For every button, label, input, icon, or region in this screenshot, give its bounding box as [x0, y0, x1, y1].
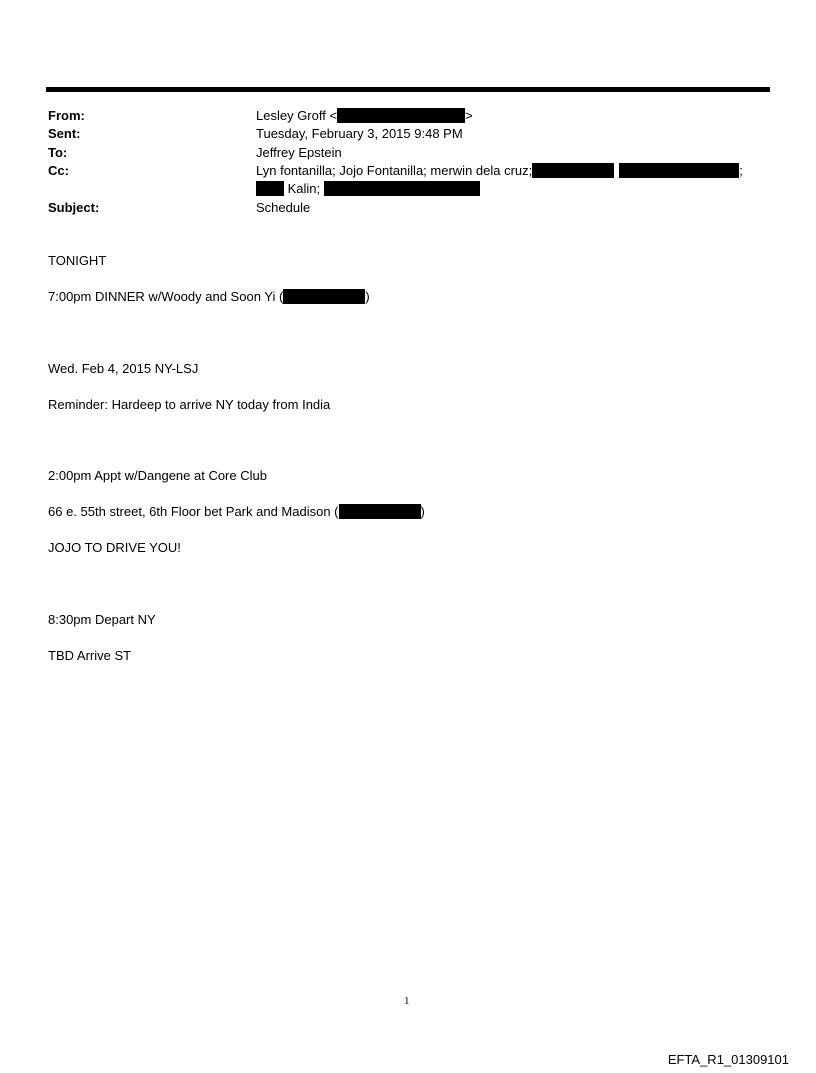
body-depart: 8:30pm Depart NY: [48, 612, 156, 627]
address-text: 66 e. 55th street, 6th Floor bet Park and Madison (: [48, 504, 339, 519]
cc-value-line1: [256, 162, 743, 180]
body-tonight: TONIGHT: [48, 253, 107, 268]
to-value: Jeffrey Epstein: [256, 145, 342, 160]
redaction-box: [283, 289, 365, 304]
from-name: Lesley Groff <: [256, 108, 338, 123]
cc-line1-end: ;: [739, 163, 743, 178]
dinner-text: 7:00pm DINNER w/Woody and Soon Yi (: [48, 289, 284, 304]
body-dinner: [48, 288, 370, 306]
from-label: From:: [48, 108, 85, 123]
sent-value: Tuesday, February 3, 2015 9:48 PM: [256, 126, 463, 141]
redaction-box: [532, 163, 614, 178]
body-reminder: Reminder: Hardeep to arrive NY today from India: [48, 397, 331, 412]
body-date: Wed. Feb 4, 2015 NY-LSJ: [48, 361, 199, 376]
redaction-box: [339, 504, 421, 519]
cc-value-line2: [256, 180, 480, 198]
subject-label: Subject:: [48, 200, 100, 215]
cc-names: Lyn fontanilla; Jojo Fontanilla; merwin dela cruz;: [256, 163, 533, 178]
from-value: [256, 107, 473, 125]
body-drive: JOJO TO DRIVE YOU!: [48, 540, 181, 555]
cc-label: Cc:: [48, 163, 69, 178]
redaction-box: [337, 108, 465, 123]
redaction-box: [324, 181, 480, 196]
to-label: To:: [48, 145, 68, 160]
page-number: 1: [404, 995, 410, 1007]
sent-label: Sent:: [48, 126, 81, 141]
address-close: ): [420, 504, 425, 519]
cc-name-kalin: Kalin;: [287, 181, 321, 196]
bates-number: EFTA_R1_01309101: [667, 1052, 789, 1067]
body-address: [48, 503, 425, 521]
redaction-box: [256, 181, 284, 196]
header-rule: [46, 87, 770, 92]
redaction-box: [619, 163, 739, 178]
body-arrive: TBD Arrive ST: [48, 648, 132, 663]
from-close: >: [465, 108, 473, 123]
subject-value: Schedule: [256, 200, 311, 215]
dinner-close: ): [365, 289, 370, 304]
body-appt: 2:00pm Appt w/Dangene at Core Club: [48, 468, 267, 483]
